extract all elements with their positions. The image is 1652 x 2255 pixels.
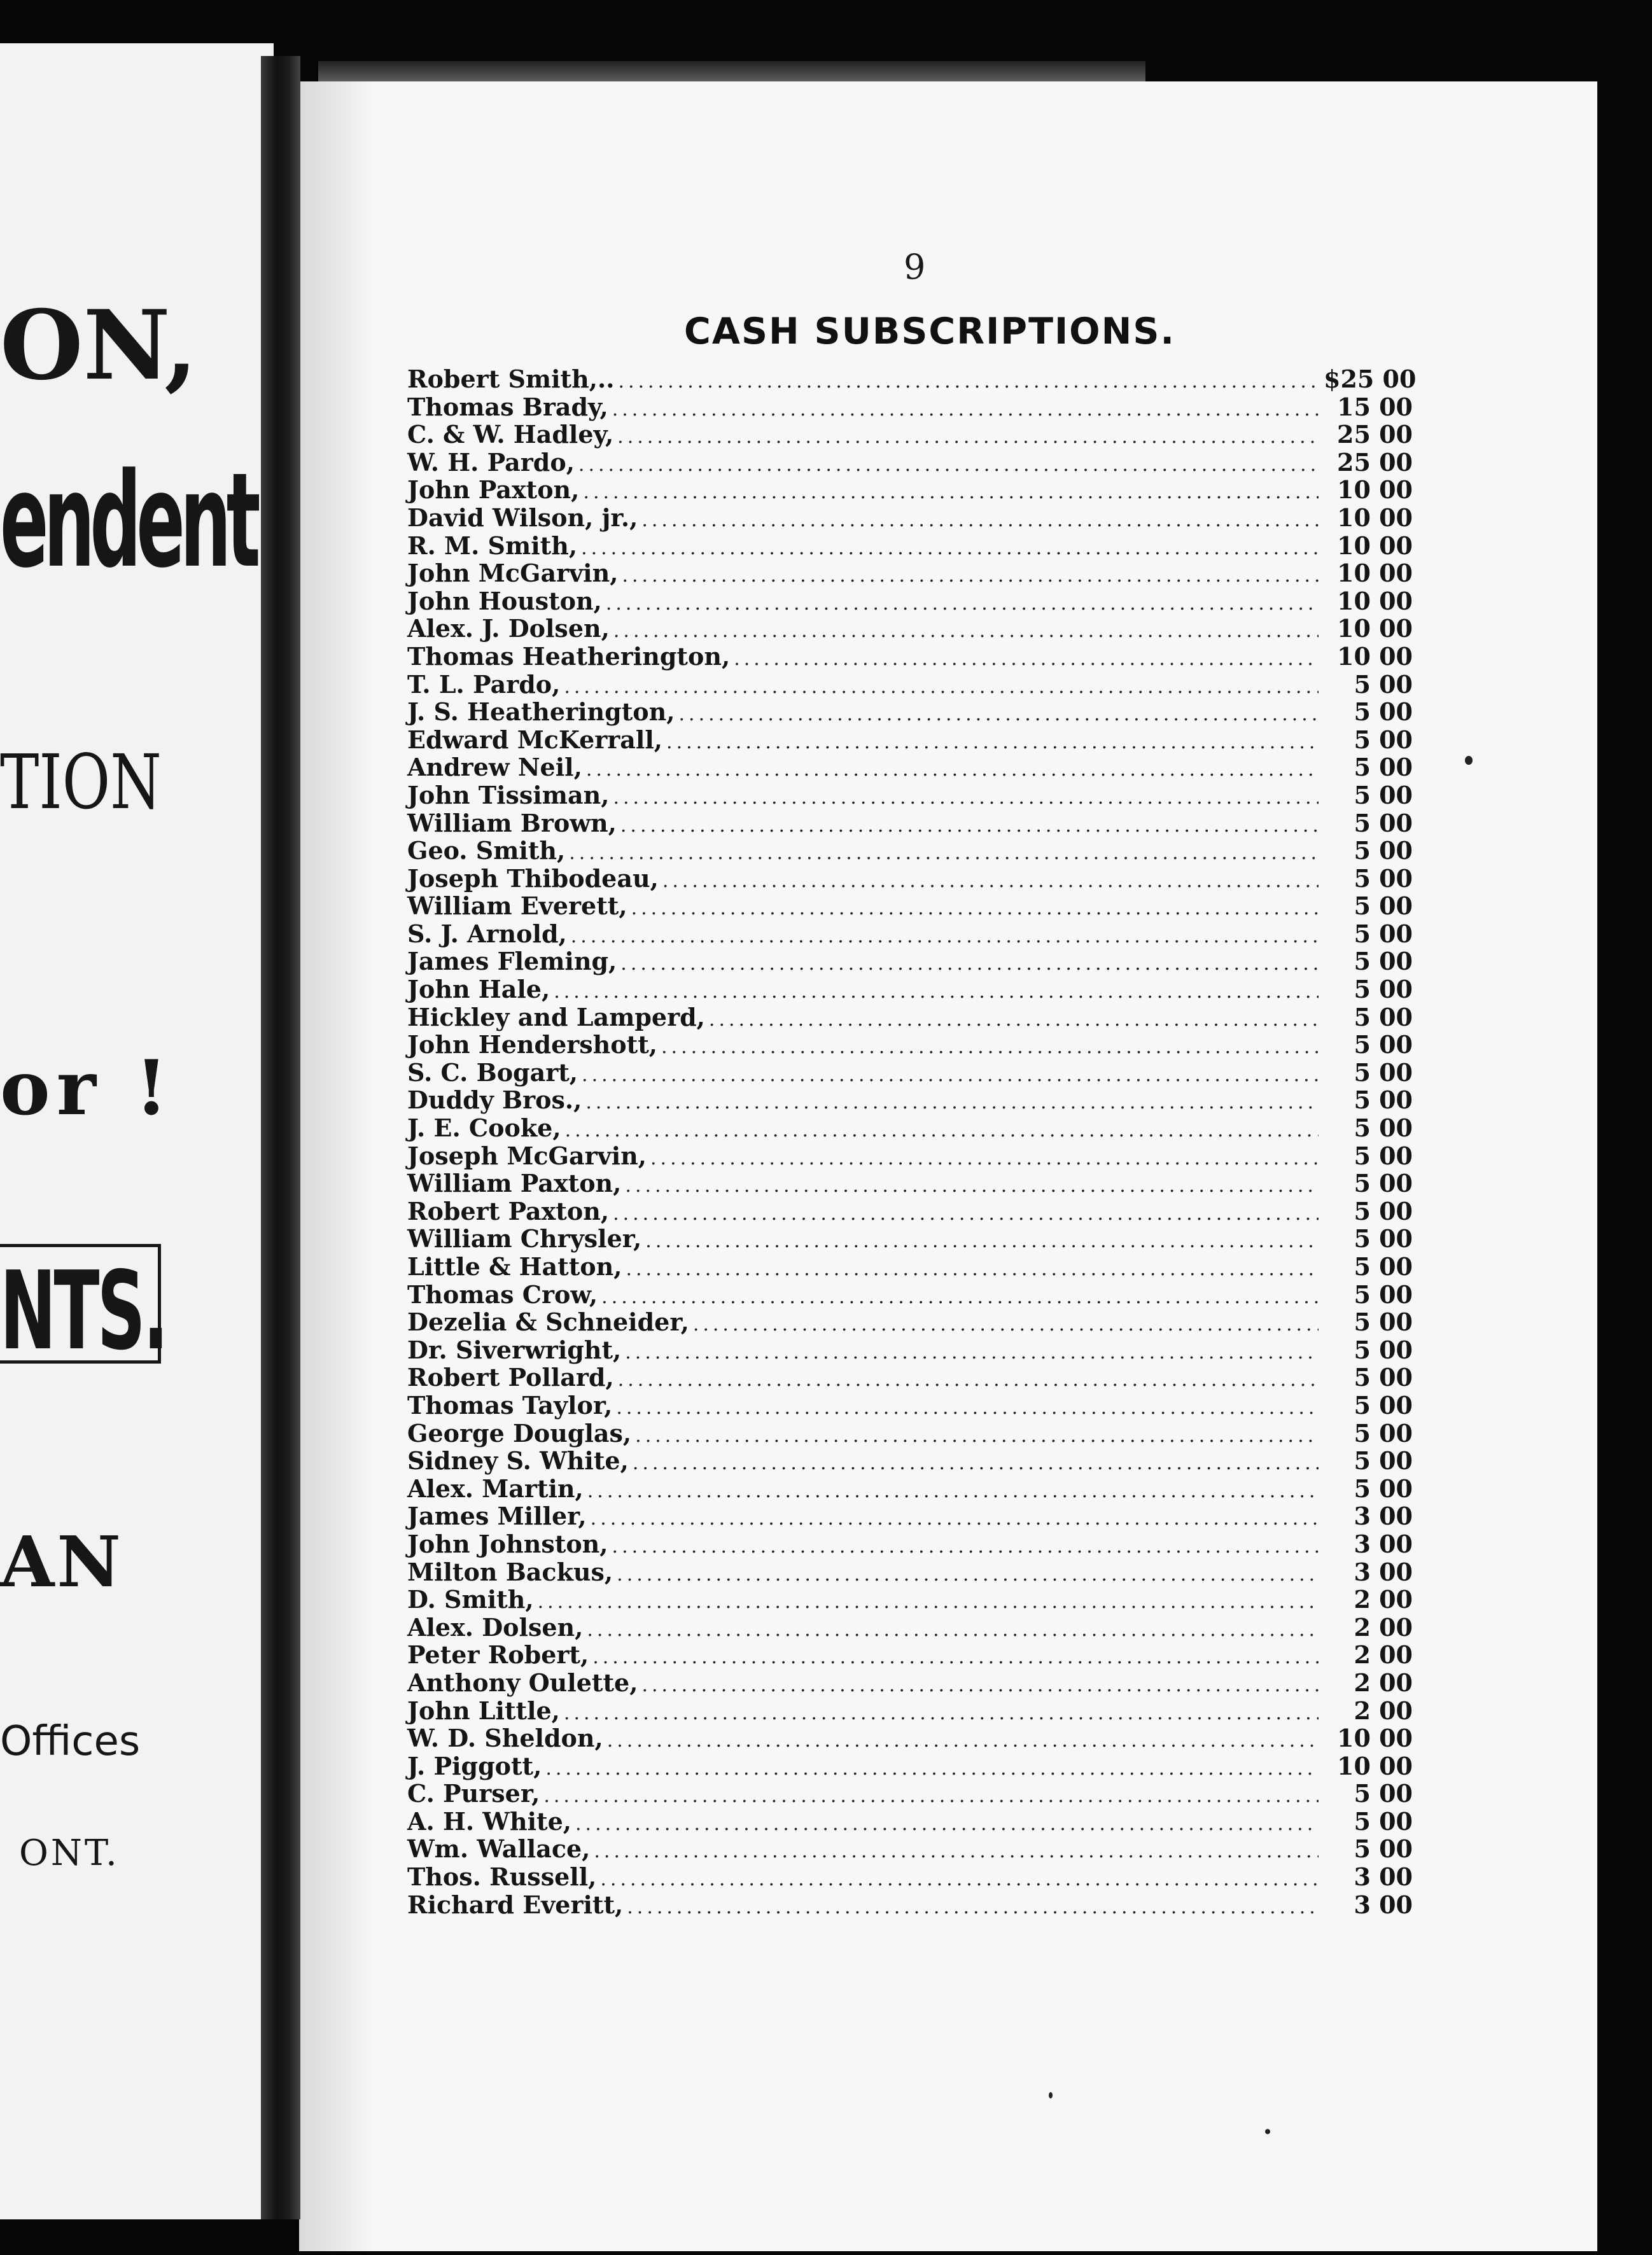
subscriber-name: Wm. Wallace,: [407, 1834, 591, 1864]
leader-dots: [545, 1755, 1319, 1783]
subscriber-name: John Johnston,: [407, 1529, 608, 1558]
subscriber-name: Duddy Bros.,: [407, 1086, 582, 1115]
subscription-amount: 2 00: [1354, 1640, 1413, 1670]
subscription-amount: 5 00: [1354, 947, 1413, 976]
subscriber-name: Little & Hatton,: [407, 1252, 622, 1281]
subscription-amount: 5 00: [1354, 780, 1413, 809]
subscription-amount: 10 00: [1337, 475, 1413, 505]
leader-dots: [575, 1810, 1319, 1838]
subscription-amount: 10 00: [1337, 531, 1413, 560]
subscription-row: [407, 1891, 1413, 1919]
subscription-amount: 10 00: [1337, 1751, 1413, 1780]
subscriber-name: William Everett,: [407, 891, 627, 921]
subscription-row: [407, 1641, 1413, 1669]
subscriber-name: David Wilson, jr.,: [407, 503, 638, 532]
book-gutter: [261, 56, 300, 2219]
subscription-row: [407, 671, 1413, 699]
subscription-row: [407, 1558, 1413, 1586]
subscriber-name: Robert Pollard,: [407, 1363, 614, 1392]
subscription-row: [407, 1724, 1413, 1752]
subscription-amount: 5 00: [1354, 808, 1413, 837]
subscription-row: [407, 1003, 1413, 1031]
subscriber-name: John Hale,: [407, 975, 550, 1004]
ink-speck: [1049, 2092, 1053, 2098]
leader-dots: [620, 950, 1319, 978]
subscription-amount: 5 00: [1354, 1030, 1413, 1059]
subscription-amount: 10 00: [1337, 586, 1413, 615]
leader-dots: [601, 1283, 1319, 1311]
leader-dots: [587, 1477, 1319, 1505]
left-fragment-on: ON,: [0, 290, 198, 401]
subscription-row: [407, 504, 1413, 532]
leader-dots: [582, 1061, 1319, 1089]
leader-dots: [625, 1172, 1319, 1200]
subscriber-name: John Little,: [407, 1696, 560, 1725]
subscription-row: [407, 1586, 1413, 1614]
subscriber-name: George Douglas,: [407, 1418, 632, 1448]
subscription-amount: 5 00: [1354, 1834, 1413, 1864]
subscription-amount: 2 00: [1354, 1668, 1413, 1697]
subscriber-name: Dezelia & Schneider,: [407, 1308, 689, 1337]
leader-dots: [622, 562, 1319, 590]
subscriber-name: Joseph Thibodeau,: [407, 863, 659, 893]
subscriber-name: John McGarvin,: [407, 559, 619, 588]
subscription-amount: 5 00: [1354, 1806, 1413, 1836]
subscription-row: [407, 1059, 1413, 1087]
subscription-amount: 10 00: [1337, 641, 1413, 671]
subscription-amount: 5 00: [1354, 919, 1413, 948]
subscriber-name: Thos. Russell,: [407, 1862, 597, 1892]
left-fragment-nts: NTS.: [0, 1248, 167, 1374]
subscription-row: [407, 559, 1413, 587]
subscription-amount: 5 00: [1354, 1418, 1413, 1448]
leader-dots: [662, 867, 1319, 895]
subscription-amount: 5 00: [1354, 669, 1413, 699]
leader-dots: [631, 895, 1319, 923]
subscription-amount: $25 00: [1324, 365, 1417, 393]
subscription-row: [407, 1835, 1413, 1863]
leader-dots: [565, 1117, 1319, 1145]
subscription-row: [407, 726, 1413, 754]
subscription-row: [407, 1392, 1413, 1420]
subscription-row: [407, 865, 1413, 893]
subscription-amount: 2 00: [1354, 1696, 1413, 1725]
subscriber-name: John Tissiman,: [407, 780, 610, 809]
leader-dots: [607, 1727, 1319, 1755]
subscription-row: [407, 615, 1413, 643]
subscription-amount: 3 00: [1354, 1502, 1413, 1531]
subscription-row: [407, 1669, 1413, 1697]
leader-dots: [606, 590, 1319, 618]
subscription-amount: 10 00: [1337, 1724, 1413, 1753]
leader-dots: [645, 1227, 1319, 1255]
subscription-amount: 10 00: [1337, 559, 1413, 588]
left-fragment-an: AN: [0, 1521, 123, 1603]
subscription-row: [407, 920, 1413, 948]
subscription-amount: 5 00: [1354, 1335, 1413, 1364]
subscriber-name: Edward McKerrall,: [407, 725, 663, 754]
subscriber-name: Sidney S. White,: [407, 1446, 629, 1476]
leader-dots: [693, 1311, 1319, 1339]
subscription-amount: 3 00: [1354, 1890, 1413, 1919]
leader-dots: [734, 645, 1319, 673]
subscription-list: [407, 365, 1417, 1919]
left-fragment-offices: Offices: [0, 1718, 141, 1765]
subscription-amount: 5 00: [1354, 1363, 1413, 1392]
subscriber-name: S. J. Arnold,: [407, 919, 567, 948]
subscription-amount: 5 00: [1354, 1474, 1413, 1503]
leader-dots: [600, 1866, 1319, 1894]
left-fragment-endent: endent: [0, 445, 256, 597]
leader-dots: [626, 1255, 1319, 1283]
subscriber-name: Peter Robert,: [407, 1640, 589, 1670]
subscriber-name: A. H. White,: [407, 1806, 572, 1836]
leader-dots: [583, 478, 1319, 506]
subscriber-name: John Hendershott,: [407, 1030, 657, 1059]
subscription-row: [407, 1086, 1413, 1114]
subscription-amount: 5 00: [1354, 1196, 1413, 1225]
subscription-row: [407, 1197, 1413, 1225]
subscriber-name: John Paxton,: [407, 475, 580, 505]
subscription-amount: 5 00: [1354, 725, 1413, 754]
subscriber-name: Alex. Martin,: [407, 1474, 584, 1503]
leader-dots: [618, 368, 1319, 396]
subscription-row: [407, 698, 1413, 726]
subscription-amount: 10 00: [1337, 503, 1413, 532]
subscription-amount: 5 00: [1354, 1446, 1413, 1476]
leader-dots: [612, 396, 1319, 424]
subscription-amount: 5 00: [1354, 1224, 1413, 1253]
subscription-row: [407, 1031, 1413, 1059]
subscription-amount: 5 00: [1354, 1252, 1413, 1281]
subscriber-name: S. C. Bogart,: [407, 1058, 578, 1087]
subscription-row: [407, 1281, 1413, 1309]
subscriber-name: T. L. Pardo,: [407, 669, 561, 699]
subscriber-name: John Houston,: [407, 586, 602, 615]
leader-dots: [612, 1533, 1319, 1561]
subscription-row: [407, 476, 1413, 504]
subscription-row: [407, 1447, 1413, 1475]
leader-dots: [543, 1782, 1319, 1810]
leader-dots: [650, 1145, 1319, 1173]
subscription-row: [407, 837, 1413, 865]
leader-dots: [569, 839, 1319, 867]
leader-dots: [661, 1033, 1319, 1061]
subscription-row: [407, 947, 1413, 975]
leader-dots: [571, 923, 1319, 951]
subscriber-name: Dr. Siverwright,: [407, 1335, 622, 1364]
leader-dots: [625, 1339, 1319, 1367]
leader-dots: [613, 1200, 1319, 1228]
subscriber-name: W. H. Pardo,: [407, 447, 575, 477]
subscriber-name: Robert Smith,..: [407, 365, 615, 393]
subscription-amount: 5 00: [1354, 863, 1413, 893]
subscription-row: [407, 1863, 1413, 1891]
page-shadow: [299, 81, 375, 2251]
leader-dots: [591, 1505, 1319, 1533]
subscription-amount: 15 00: [1337, 392, 1413, 421]
subscription-amount: 5 00: [1354, 1308, 1413, 1337]
subscriber-name: Alex. J. Dolsen,: [407, 614, 610, 643]
subscription-amount: 10 00: [1337, 614, 1413, 643]
subscriber-name: Joseph McGarvin,: [407, 1141, 647, 1170]
ink-speck: [1465, 756, 1473, 765]
leader-dots: [538, 1588, 1319, 1616]
leader-dots: [578, 451, 1319, 479]
subscription-amount: 3 00: [1354, 1529, 1413, 1558]
subscription-row: [407, 1308, 1413, 1336]
subscription-row: [407, 1169, 1413, 1197]
subscription-row: [407, 449, 1413, 477]
subscriber-name: William Paxton,: [407, 1169, 622, 1198]
subscription-amount: 5 00: [1354, 1390, 1413, 1420]
subscription-amount: 3 00: [1354, 1862, 1413, 1892]
leader-dots: [585, 1089, 1319, 1117]
subscription-row: [407, 1697, 1413, 1725]
subscriber-name: Thomas Heatherington,: [407, 641, 731, 671]
subscriber-name: Thomas Brady,: [407, 392, 608, 421]
leader-dots: [617, 423, 1319, 451]
subscription-row: [407, 1475, 1413, 1503]
subscription-row: [407, 781, 1413, 809]
subscription-amount: 5 00: [1354, 1280, 1413, 1309]
subscription-row: [407, 753, 1413, 781]
left-fragment-tion: TION: [0, 738, 162, 826]
leader-dots: [616, 1394, 1319, 1422]
subscription-row: [407, 892, 1413, 920]
subscriber-name: Andrew Neil,: [407, 753, 582, 782]
subscription-row: [407, 393, 1413, 421]
subscription-amount: 5 00: [1354, 697, 1413, 727]
subscriber-name: William Brown,: [407, 808, 617, 837]
subscription-amount: 5 00: [1354, 1086, 1413, 1115]
subscriber-name: Geo. Smith,: [407, 836, 566, 865]
subscription-amount: 5 00: [1354, 1058, 1413, 1087]
subscription-amount: 5 00: [1354, 1002, 1413, 1031]
subscription-amount: 25 00: [1337, 447, 1413, 477]
ink-speck: [1265, 2129, 1270, 2134]
subscriber-name: Alex. Dolsen,: [407, 1612, 584, 1642]
subscriber-name: James Miller,: [407, 1502, 587, 1531]
leader-dots: [581, 534, 1319, 562]
subscriber-name: D. Smith,: [407, 1585, 534, 1614]
subscription-amount: 5 00: [1354, 975, 1413, 1004]
subscriber-name: R. M. Smith,: [407, 531, 578, 560]
subscription-row: [407, 1364, 1413, 1392]
subscription-row: [407, 1336, 1413, 1364]
subscriber-name: Thomas Crow,: [407, 1280, 598, 1309]
leader-dots: [617, 1561, 1319, 1589]
leader-dots: [633, 1449, 1319, 1477]
subscriber-name: Hickley and Lamperd,: [407, 1002, 705, 1031]
leader-dots: [709, 1006, 1319, 1034]
subscription-row: [407, 532, 1413, 560]
subscription-row: [407, 365, 1417, 393]
subscription-amount: 3 00: [1354, 1557, 1413, 1586]
leader-dots: [554, 978, 1319, 1006]
leader-dots: [592, 1644, 1319, 1672]
subscription-amount: 2 00: [1354, 1585, 1413, 1614]
leader-dots: [586, 756, 1319, 784]
subscription-row: [407, 1253, 1413, 1281]
subscriber-name: Milton Backus,: [407, 1557, 613, 1586]
subscription-amount: 5 00: [1354, 1141, 1413, 1170]
subscription-row: [407, 975, 1413, 1003]
subscription-row: [407, 1530, 1413, 1558]
subscription-row: [407, 1614, 1413, 1642]
leader-dots: [666, 729, 1319, 757]
subscriber-name: J. E. Cooke,: [407, 1114, 561, 1143]
subscription-amount: 5 00: [1354, 1169, 1413, 1198]
subscription-row: [407, 1780, 1413, 1808]
subscription-row: [407, 1808, 1413, 1836]
subscription-row: [407, 1420, 1413, 1448]
page-number: 9: [904, 247, 926, 287]
leader-dots: [564, 1700, 1319, 1728]
subscription-row: [407, 587, 1413, 615]
subscriber-name: Thomas Taylor,: [407, 1390, 613, 1420]
left-fragment-ont: ONT.: [19, 1833, 120, 1874]
subscription-row: [407, 643, 1413, 671]
subscription-row: [407, 1225, 1413, 1253]
subscription-row: [407, 1142, 1413, 1170]
subscription-amount: 5 00: [1354, 1114, 1413, 1143]
subscription-amount: 25 00: [1337, 420, 1413, 449]
subscription-row: [407, 421, 1413, 449]
subscriber-name: C. & W. Hadley,: [407, 420, 614, 449]
subscriber-name: William Chrysler,: [407, 1224, 642, 1253]
subscriber-name: C. Purser,: [407, 1779, 540, 1808]
leader-dots: [627, 1894, 1319, 1922]
leader-dots: [635, 1422, 1319, 1450]
left-fragment-or: or !: [0, 1044, 174, 1132]
page-title: CASH SUBSCRIPTIONS.: [684, 311, 1176, 353]
leader-dots: [620, 812, 1319, 840]
subscription-row: [407, 809, 1413, 837]
subscription-amount: 5 00: [1354, 753, 1413, 782]
subscriber-name: W. D. Sheldon,: [407, 1724, 603, 1753]
leader-dots: [613, 784, 1319, 812]
leader-dots: [641, 506, 1319, 534]
leader-dots: [613, 617, 1319, 645]
subscription-amount: 5 00: [1354, 1779, 1413, 1808]
subscription-row: [407, 1114, 1413, 1142]
leader-dots: [587, 1616, 1319, 1644]
subscriber-name: J. Piggott,: [407, 1751, 542, 1780]
subscription-amount: 5 00: [1354, 891, 1413, 921]
subscriber-name: James Fleming,: [407, 947, 617, 976]
leader-dots: [618, 1366, 1319, 1394]
subscription-row: [407, 1752, 1413, 1780]
subscriber-name: Anthony Oulette,: [407, 1668, 638, 1697]
subscriber-name: Robert Paxton,: [407, 1196, 610, 1225]
subscription-row: [407, 1502, 1413, 1530]
leader-dots: [564, 673, 1319, 701]
subscription-amount: 5 00: [1354, 836, 1413, 865]
subscription-amount: 2 00: [1354, 1612, 1413, 1642]
subscriber-name: Richard Everitt,: [407, 1890, 624, 1919]
subscriber-name: J. S. Heatherington,: [407, 697, 675, 727]
leader-dots: [641, 1672, 1319, 1700]
leader-dots: [679, 701, 1319, 729]
leader-dots: [594, 1838, 1319, 1866]
